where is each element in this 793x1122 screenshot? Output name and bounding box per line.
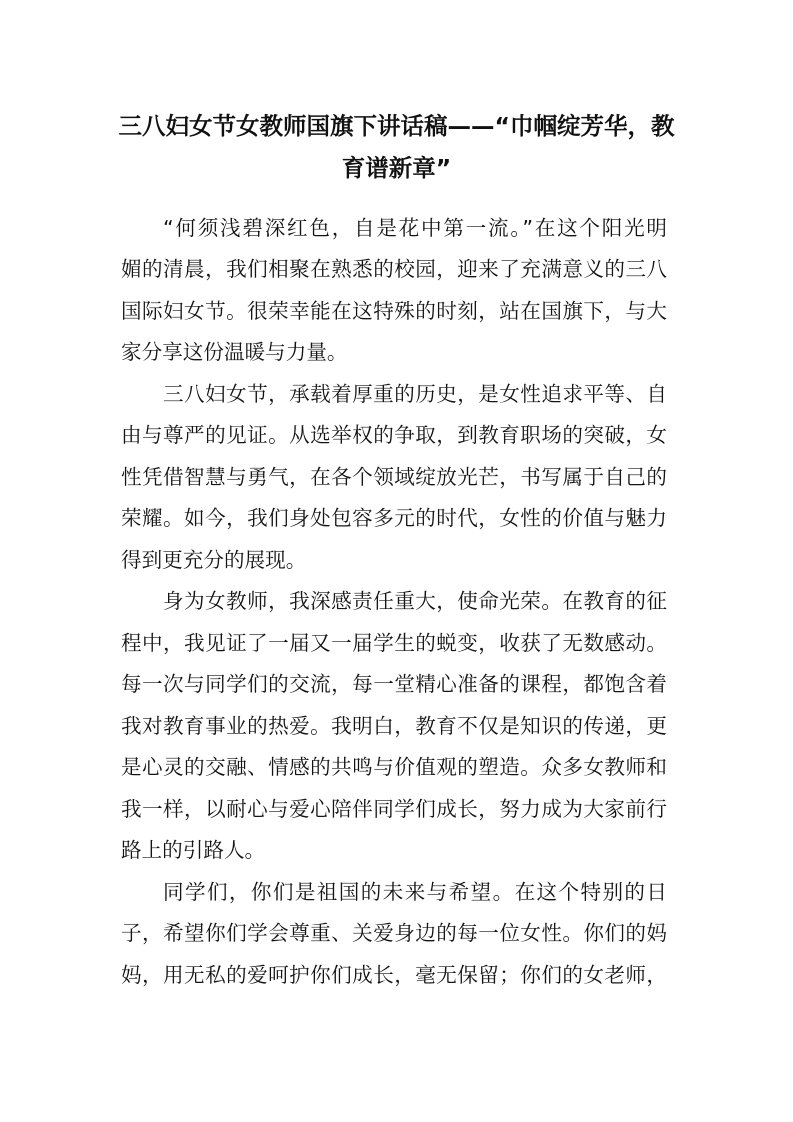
paragraph-line: 三八妇女节，承载着厚重的历史，是女性追求平等、自 <box>163 382 667 406</box>
paragraph-line: 媚的清晨，我们相聚在熟悉的校园，迎来了充满意义的三八 <box>121 257 667 281</box>
paragraph-line: 性凭借智慧与勇气，在各个领域绽放光芒，书写属于自己的 <box>121 465 667 489</box>
paragraph-line: 身为女教师，我深感责任重大，使命光荣。在教育的征 <box>163 589 667 613</box>
paragraph-line: “何须浅碧深红色，自是花中第一流。”在这个阳光明 <box>163 216 667 240</box>
paragraph-line: 由与尊严的见证。从选举权的争取，到教育职场的突破，女 <box>121 423 667 447</box>
paragraph-line: 每一次与同学们的交流，每一堂精心准备的课程，都饱含着 <box>121 672 667 696</box>
paragraph-line: 得到更充分的展现。 <box>121 548 307 572</box>
paragraph-line: 路上的引路人。 <box>121 838 266 862</box>
paragraph-line: 是心灵的交融、情感的共鸣与价值观的塑造。众多女教师和 <box>121 755 667 779</box>
document-title-line-1: 三八妇女节女教师国旗下讲话稿——“巾帼绽芳华，教 <box>118 112 675 140</box>
paragraph-line: 程中，我见证了一届又一届学生的蜕变，收获了无数感动。 <box>121 631 667 655</box>
paragraph-line: 国际妇女节。很荣幸能在这特殊的时刻，站在国旗下，与大 <box>121 299 667 323</box>
paragraph-line: 妈，用无私的爱呵护你们成长，毫无保留；你们的女老师， <box>121 963 667 987</box>
paragraph-line: 我一样，以耐心与爱心陪伴同学们成长，努力成为大家前行 <box>121 797 667 821</box>
paragraph-line: 同学们，你们是祖国的未来与希望。在这个特别的日 <box>163 880 667 904</box>
paragraph-line: 我对教育事业的热爱。我明白，教育不仅是知识的传递，更 <box>121 714 667 738</box>
paragraph-line: 家分享这份温暖与力量。 <box>121 340 348 364</box>
paragraph-line: 子，希望你们学会尊重、关爱身边的每一位女性。你们的妈 <box>121 921 667 945</box>
document-title-line-2: 育谱新章” <box>341 154 452 182</box>
paragraph-line: 荣耀。如今，我们身处包容多元的时代，女性的价值与魅力 <box>121 506 667 530</box>
